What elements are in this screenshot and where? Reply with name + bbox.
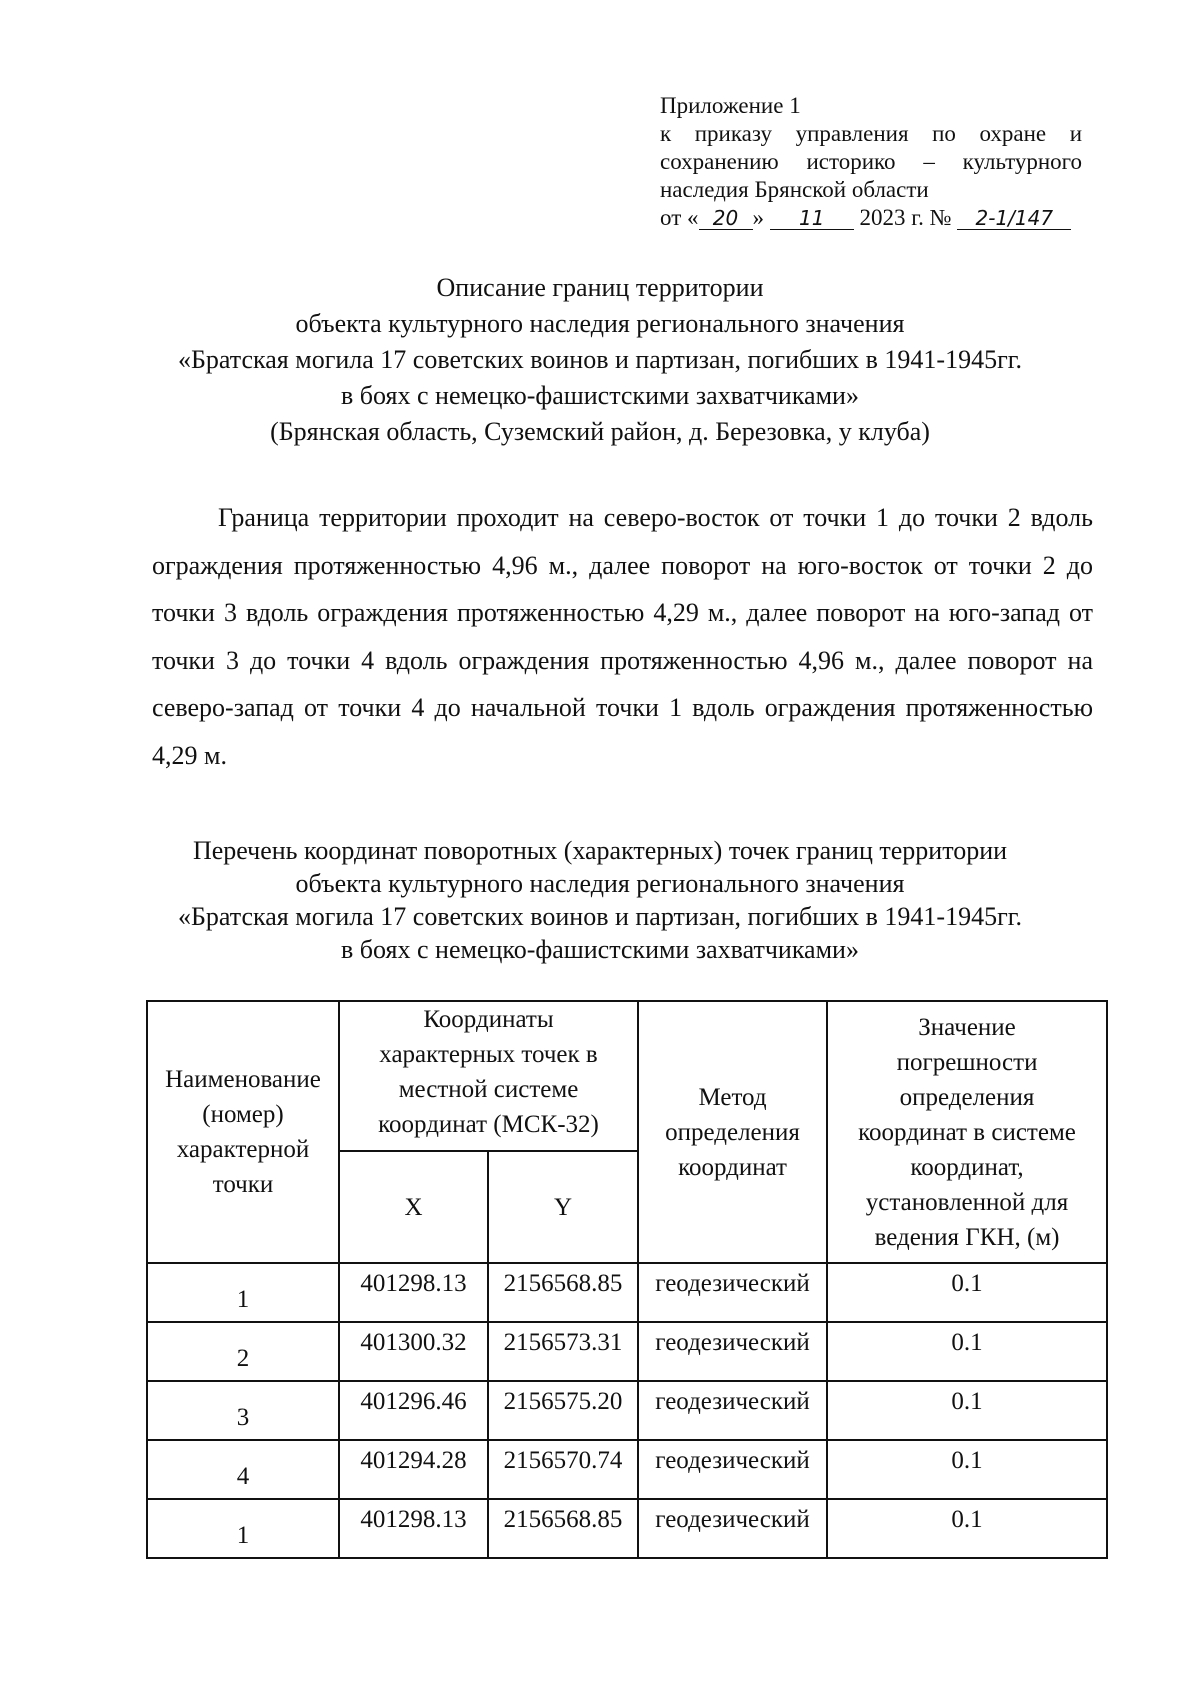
appendix-title: Приложение 1 xyxy=(660,93,801,118)
title-line-3: «Братская могила 17 советских воинов и партизан, погибших в 1941-1945гг. xyxy=(178,345,1022,374)
date-year: 2023 г. № xyxy=(859,205,952,230)
appendix-line-3: наследия Брянской области xyxy=(660,177,929,202)
point-number: 2 xyxy=(147,1322,339,1381)
document-title xyxy=(120,270,1080,450)
header-point-name-line: (номер) xyxy=(202,1101,284,1128)
appendix-header xyxy=(660,92,1082,232)
header-point-name xyxy=(147,1001,339,1263)
header-method-line: координат xyxy=(678,1153,787,1181)
handwritten-day: 20 xyxy=(699,207,753,230)
title-line-1: Описание границ территории xyxy=(436,273,764,302)
point-number: 3 xyxy=(147,1381,339,1440)
boundary-description: Граница территории проходит на северо-восток от точки 1 до точки 2 вдоль ограждения протяженностью 4,96 м., далее поворот на юго-восток от точки 2 до точки 3 вдоль ограждения протяженностью 4,29 м., далее поворот на юго-запад от точки 3 до точки 4 вдоль ограждения протяженностью 4,96 м., далее поворот на северо-запад от точки 4 до начальной точки 1 вдоль ограждения протяженностью 4,29 м. xyxy=(152,503,1093,770)
point-number: 1 xyxy=(147,1263,339,1322)
method: геодезический xyxy=(638,1499,827,1558)
header-method-line: определения xyxy=(665,1118,800,1146)
list-title-line-3: «Братская могила 17 советских воинов и партизан, погибших в 1941-1945гг. xyxy=(178,902,1022,931)
point-number: 1 xyxy=(147,1499,339,1558)
table-row xyxy=(147,1381,1107,1440)
title-line-2: объекта культурного наследия регионального значения xyxy=(295,309,905,338)
error-value: 0.1 xyxy=(827,1322,1107,1381)
method: геодезический xyxy=(638,1440,827,1499)
header-error-line: ведения ГКН, (м) xyxy=(874,1223,1060,1251)
header-error xyxy=(827,1001,1107,1263)
coordinate-y: 2156568.85 xyxy=(488,1263,638,1322)
date-prefix: от « xyxy=(660,205,699,230)
header-method xyxy=(638,1001,827,1263)
appendix-date-line xyxy=(660,204,1082,232)
header-error-line: установленной для xyxy=(865,1188,1069,1216)
header-x: X xyxy=(339,1151,488,1263)
coordinate-y: 2156568.85 xyxy=(488,1499,638,1558)
header-error-line: координат в системе xyxy=(858,1118,1076,1146)
appendix-line-1: к приказу управления по охране и xyxy=(660,121,1082,146)
header-point-name-line: точки xyxy=(212,1171,274,1198)
handwritten-month: 11 xyxy=(770,207,854,230)
method: геодезический xyxy=(638,1322,827,1381)
coordinate-y: 2156570.74 xyxy=(488,1440,638,1499)
coordinate-x: 401300.32 xyxy=(339,1322,488,1381)
method: геодезический xyxy=(638,1263,827,1322)
header-error-line: определения xyxy=(899,1083,1035,1111)
coordinates-table xyxy=(146,1000,1108,1559)
list-title-line-4: в боях с немецко-фашистскими захватчиками» xyxy=(341,935,859,964)
list-title-line-1: Перечень координат поворотных (характерных) точек границ территории xyxy=(192,836,1008,865)
header-error-line: координат, xyxy=(910,1153,1024,1181)
point-number: 4 xyxy=(147,1440,339,1499)
table-row xyxy=(147,1440,1107,1499)
coordinate-x: 401298.13 xyxy=(339,1499,488,1558)
handwritten-order-number: 2-1/147 xyxy=(957,207,1071,230)
error-value: 0.1 xyxy=(827,1499,1107,1558)
title-line-5: (Брянская область, Суземский район, д. Березовка, у клуба) xyxy=(270,417,930,446)
header-point-name-line: характерной xyxy=(176,1136,310,1163)
header-coordinates-line: координат (МСК-32) xyxy=(378,1111,599,1138)
coordinate-y: 2156575.20 xyxy=(488,1381,638,1440)
table-row xyxy=(147,1322,1107,1381)
date-day-suffix: » xyxy=(752,205,764,230)
header-coordinates-line: Координаты xyxy=(423,1006,554,1033)
header-y: Y xyxy=(488,1151,638,1263)
table-row xyxy=(147,1263,1107,1322)
header-error-line: Значение xyxy=(918,1013,1016,1041)
header-coordinates xyxy=(339,1001,638,1151)
header-error-line: погрешности xyxy=(896,1048,1038,1076)
method: геодезический xyxy=(638,1381,827,1440)
appendix-line-2: сохранению историко – культурного xyxy=(660,149,1082,174)
header-point-name-line: Наименование xyxy=(165,1066,321,1093)
header-coordinates-line: местной системе xyxy=(398,1076,579,1103)
error-value: 0.1 xyxy=(827,1381,1107,1440)
coordinate-y: 2156573.31 xyxy=(488,1322,638,1381)
header-method-line: Метод xyxy=(698,1083,767,1111)
coordinate-x: 401298.13 xyxy=(339,1263,488,1322)
coordinate-x: 401296.46 xyxy=(339,1381,488,1440)
error-value: 0.1 xyxy=(827,1263,1107,1322)
coordinate-x: 401294.28 xyxy=(339,1440,488,1499)
header-coordinates-line: характерных точек в xyxy=(379,1041,598,1068)
error-value: 0.1 xyxy=(827,1440,1107,1499)
list-title-line-2: объекта культурного наследия регионального значения xyxy=(295,869,905,898)
coordinates-list-title xyxy=(120,834,1080,966)
table-row xyxy=(147,1499,1107,1558)
title-line-4: в боях с немецко-фашистскими захватчиками» xyxy=(341,381,859,410)
